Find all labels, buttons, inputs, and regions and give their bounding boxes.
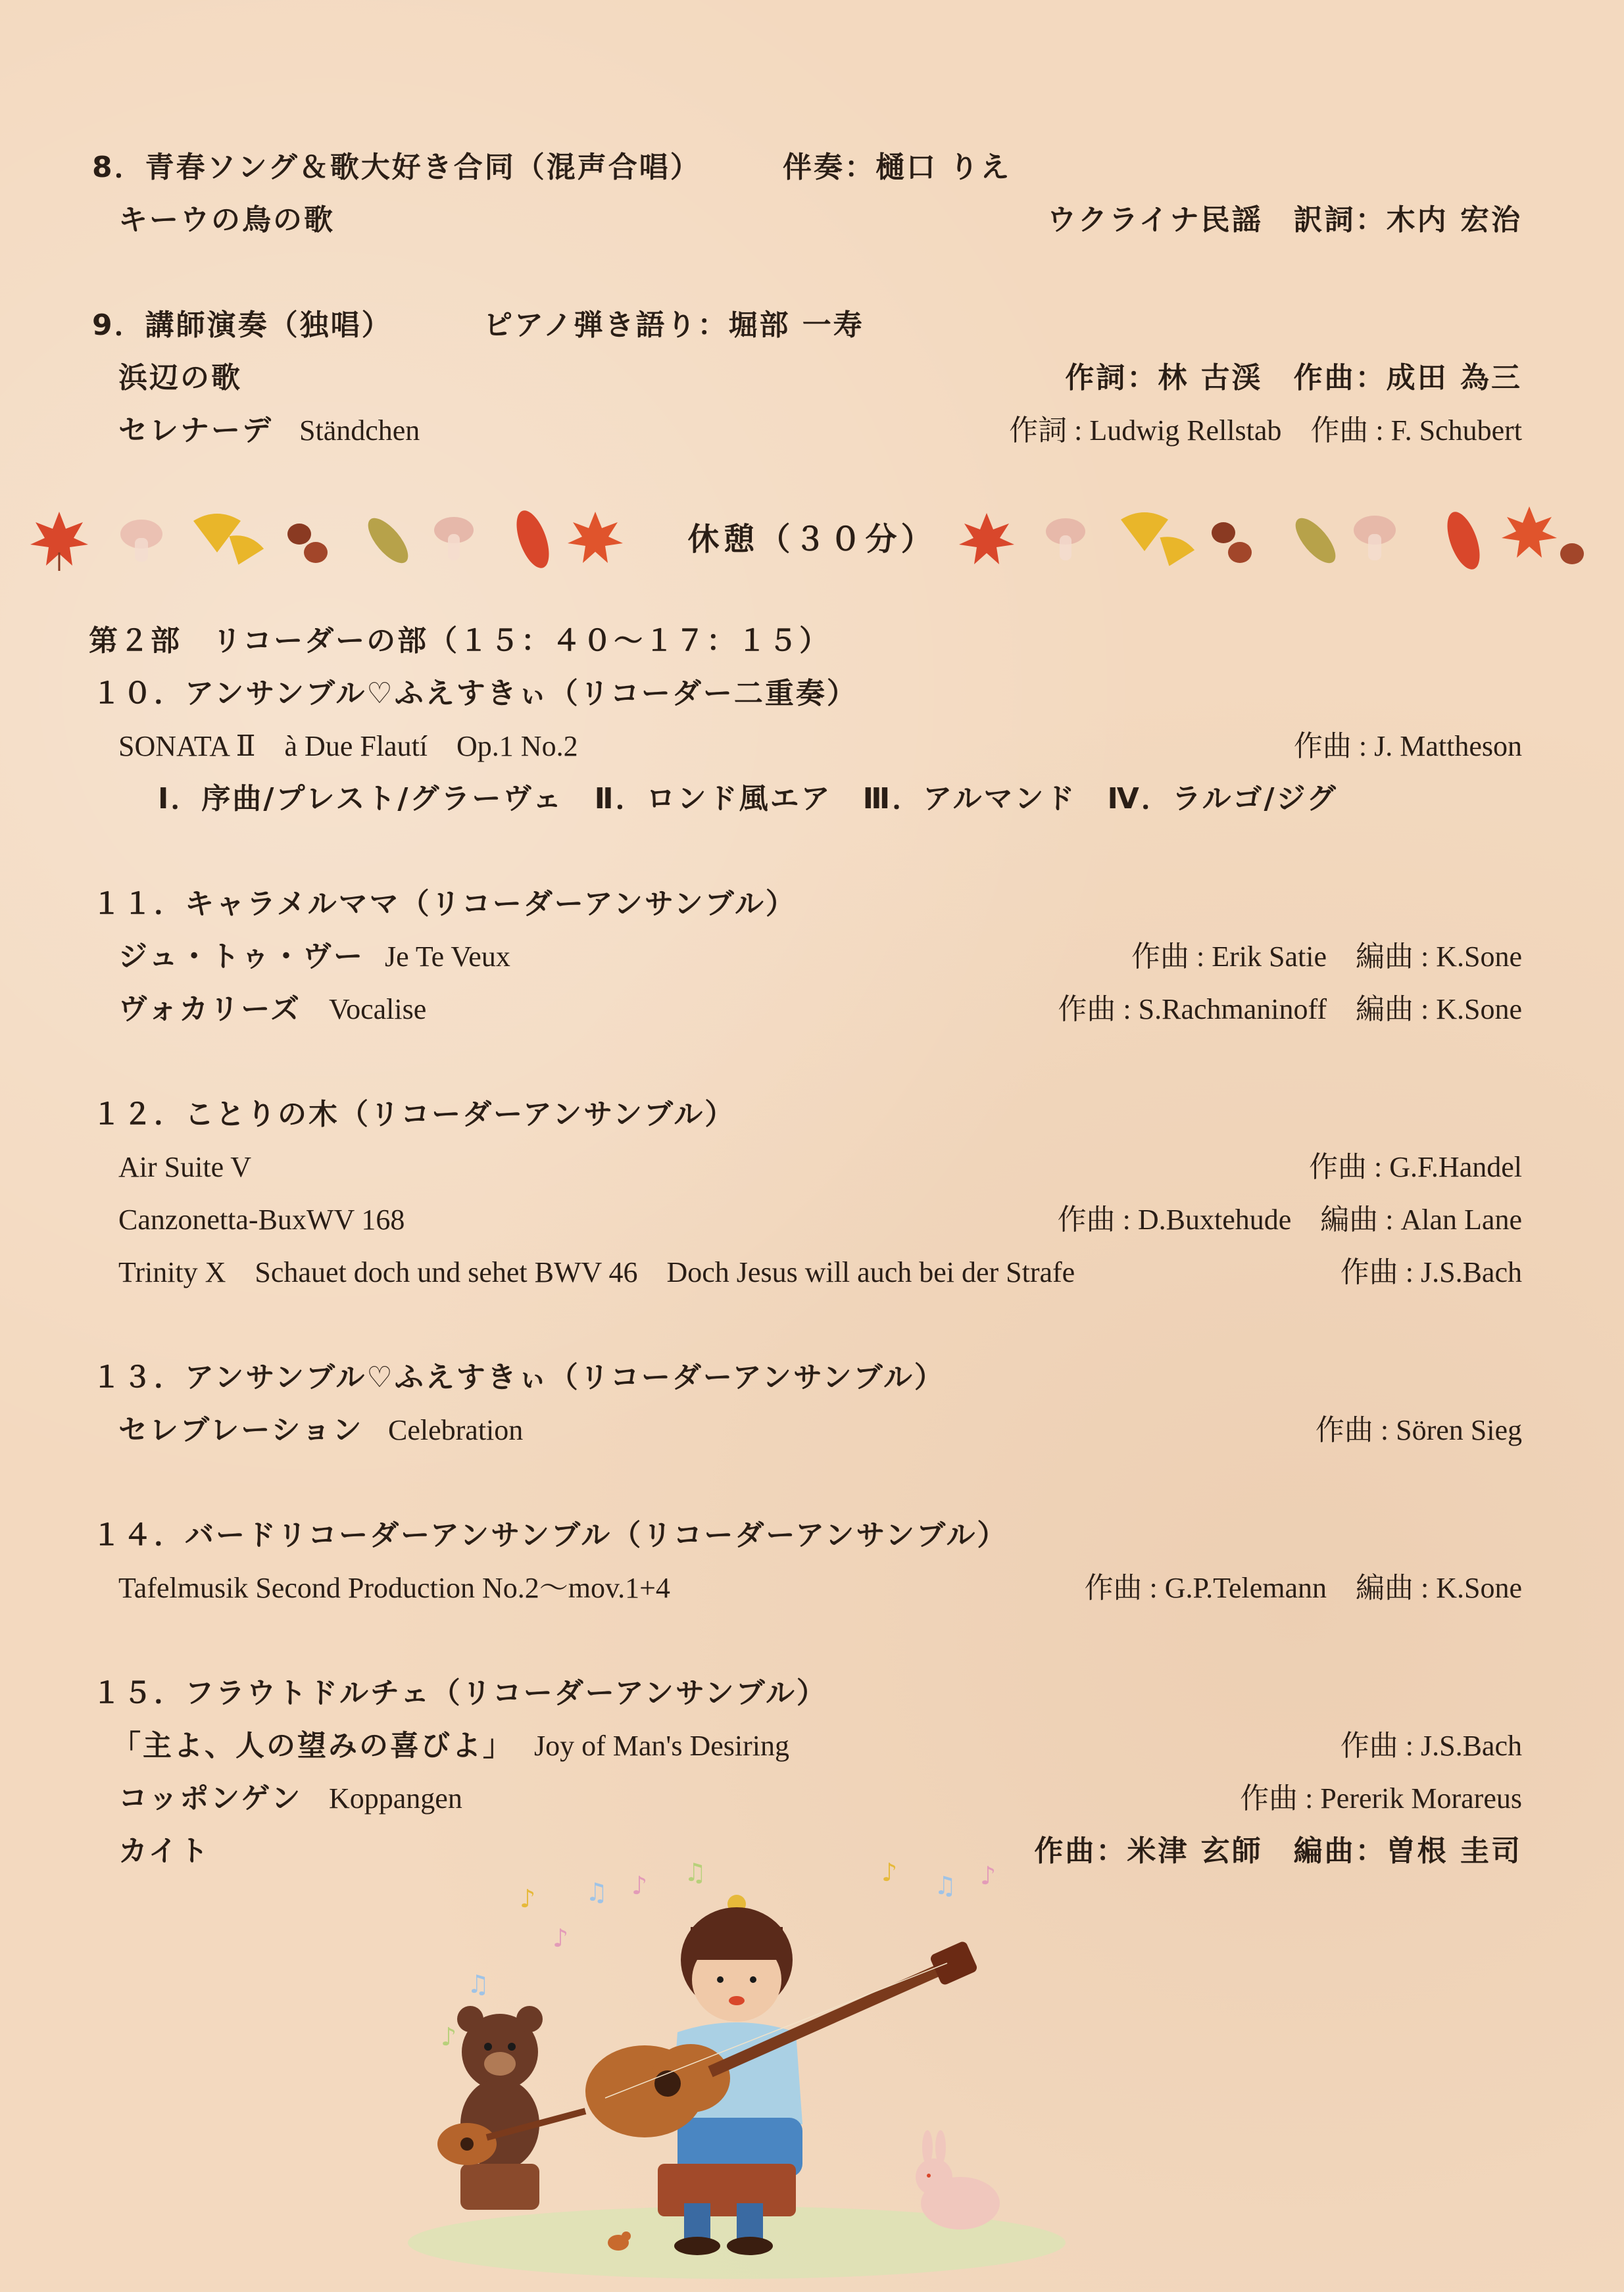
- section-9-song2-row: [0, 404, 1624, 457]
- section-10-heading: １０．アンサンブル♡ふえすきぃ（リコーダー二重奏）: [92, 677, 858, 710]
- section-8-song-title: キーウの鳥の歌: [118, 203, 335, 237]
- section-12-piece3-title: Trinity X Schauet doch und sehet BWV 46 Doch Jesus will auch bei der Strafe: [118, 1256, 1075, 1288]
- svg-text:♫: ♫: [684, 1858, 707, 1887]
- section-8-accompanist: 伴奏：樋口 りえ: [783, 151, 1012, 184]
- section-11-piece1-en: Je Te Veux: [385, 940, 510, 973]
- section-9-song2-credit: 作詞 : Ludwig Rellstab 作曲 : F. Schubert: [1009, 414, 1522, 447]
- section-10-piece-row: [0, 720, 1624, 773]
- section-9-song2-title-en: Ständchen: [299, 414, 420, 447]
- svg-text:♪: ♪: [631, 1871, 648, 1900]
- section-9-song1-credit: 作詞：林 古渓 作曲：成田 為三: [1065, 361, 1522, 395]
- section-11-piece1-credit: 作曲 : Erik Satie 編曲 : K.Sone: [1131, 940, 1522, 973]
- section-8-song-credit: ウクライナ民謡 訳詞：木内 宏治: [1047, 203, 1522, 237]
- section-12-piece1-credit: 作曲 : G.F.Handel: [1308, 1151, 1522, 1183]
- section-15-piece1-credit: 作曲 : J.S.Bach: [1340, 1730, 1522, 1762]
- section-15-piece3-credit: 作曲：米津 玄師 編曲：曽根 圭司: [1034, 1834, 1522, 1868]
- section-13-piece1-credit: 作曲 : Sören Sieg: [1315, 1414, 1522, 1446]
- section-15-piece3-jp: カイト: [118, 1834, 210, 1868]
- section-11-piece2-credit: 作曲 : S.Rachmaninoff 編曲 : K.Sone: [1058, 993, 1522, 1025]
- section-13-piece1-jp: セレブレーション: [118, 1413, 364, 1447]
- section-12-heading-row: [0, 1088, 1624, 1141]
- svg-text:♫: ♫: [585, 1878, 608, 1907]
- section-12-piece2-credit: 作曲 : D.Buxtehude 編曲 : Alan Lane: [1057, 1204, 1522, 1236]
- section-8-heading-row: [0, 141, 1624, 194]
- section-12-piece1-row: [0, 1141, 1624, 1194]
- musicians-illustration: [368, 1855, 1092, 2282]
- section-10-movements: Ⅰ．序曲/プレスト/グラーヴェ Ⅱ．ロンド風エア Ⅲ．アルマンド Ⅳ．ラルゴ/ジグ: [158, 782, 1338, 816]
- section-15-piece2-row: [0, 1772, 1624, 1825]
- section-12-piece2-row: [0, 1194, 1624, 1246]
- section-12-heading: １２．ことりの木（リコーダーアンサンブル）: [92, 1098, 736, 1131]
- section-15-heading: １５．フラウトドルチェ（リコーダーアンサンブル）: [92, 1676, 827, 1710]
- section-15-piece1-row: [0, 1720, 1624, 1772]
- section-14-heading: １４．バードリコーダーアンサンブル（リコーダーアンサンブル）: [92, 1519, 1008, 1552]
- section-9-heading-row: [0, 299, 1624, 352]
- section-15-heading-row: [0, 1667, 1624, 1720]
- tree-stump: [460, 2164, 539, 2210]
- svg-text:♪: ♪: [881, 1858, 898, 1887]
- section-9-song2-title-jp: セレナーデ: [118, 414, 273, 447]
- svg-text:♪: ♪: [441, 2022, 457, 2051]
- section-12-piece2-title: Canzonetta-BuxWV 168: [118, 1204, 405, 1236]
- section-13-heading-row: [0, 1352, 1624, 1404]
- section-11-piece2-jp: ヴォカリーズ: [118, 992, 302, 1026]
- section-10-heading-row: [0, 668, 1624, 720]
- section-15-piece2-en: Koppangen: [329, 1782, 462, 1815]
- section-8-heading: 8．青春ソング＆歌大好き合同（混声合唱）: [92, 151, 701, 184]
- section-14-piece1-credit: 作曲 : G.P.Telemann 編曲 : K.Sone: [1084, 1572, 1522, 1604]
- section-14-heading-row: [0, 1509, 1624, 1562]
- section-9-performer: ピアノ弾き語り：堀部 一寿: [483, 308, 864, 342]
- section-13-piece1-row: [0, 1404, 1624, 1457]
- section-14-piece1-title: Tafelmusik Second Production No.2～mov.1+4: [118, 1572, 670, 1604]
- part-2-heading-row: [0, 615, 1624, 668]
- section-9-heading: 9．講師演奏（独唱）: [92, 308, 393, 342]
- section-15-piece2-credit: 作曲 : Pererik Morareus: [1240, 1782, 1522, 1815]
- section-9-song1-title: 浜辺の歌: [118, 361, 242, 395]
- section-12-piece1-title: Air Suite V: [118, 1151, 252, 1183]
- section-13-piece1-en: Celebration: [388, 1414, 524, 1446]
- svg-text:♪: ♪: [980, 1861, 997, 1890]
- section-11-heading-row: [0, 878, 1624, 931]
- section-12-piece3-credit: 作曲 : J.S.Bach: [1340, 1256, 1522, 1288]
- bear-icon: [457, 2006, 543, 2210]
- tree-stump: [658, 2164, 796, 2216]
- part-2-heading: 第２部 リコーダーの部（１５：４０～１７：１５）: [89, 624, 831, 658]
- section-15-piece2-jp: コッポンゲン: [118, 1782, 303, 1815]
- section-11-piece1-row: [0, 931, 1624, 983]
- svg-text:♫: ♫: [467, 1970, 490, 1999]
- section-14-piece1-row: [0, 1562, 1624, 1615]
- break-banner: [0, 500, 1624, 579]
- section-10-movements-row: [0, 773, 1624, 825]
- section-11-piece2-row: [0, 983, 1624, 1036]
- svg-text:♪: ♪: [520, 1884, 536, 1913]
- section-11-piece1-jp: ジュ・トゥ・ヴー: [118, 940, 365, 973]
- section-9-song1-row: [0, 352, 1624, 404]
- section-10-piece-credit: 作曲 : J. Mattheson: [1293, 730, 1522, 762]
- svg-text:♪: ♪: [553, 1924, 569, 1953]
- break-label: 休憩（３０分）: [687, 521, 937, 558]
- section-15-piece1-en: Joy of Man's Desiring: [534, 1730, 790, 1762]
- section-12-piece3-row: [0, 1246, 1624, 1299]
- section-11-heading: １１．キャラメルママ（リコーダーアンサンブル）: [92, 887, 797, 921]
- svg-text:♫: ♫: [934, 1871, 957, 1900]
- rabbit-icon: [916, 2130, 1000, 2230]
- section-10-piece-title: SONATA Ⅱ à Due Flautí Op.1 No.2: [118, 730, 578, 762]
- section-15-piece1-jp: 「主よ、人の望みの喜びよ」: [112, 1729, 514, 1763]
- section-8-song-row: [0, 194, 1624, 247]
- section-13-heading: １３．アンサンブル♡ふえすきぃ（リコーダーアンサンブル）: [92, 1361, 945, 1394]
- section-11-piece2-en: Vocalise: [329, 993, 427, 1025]
